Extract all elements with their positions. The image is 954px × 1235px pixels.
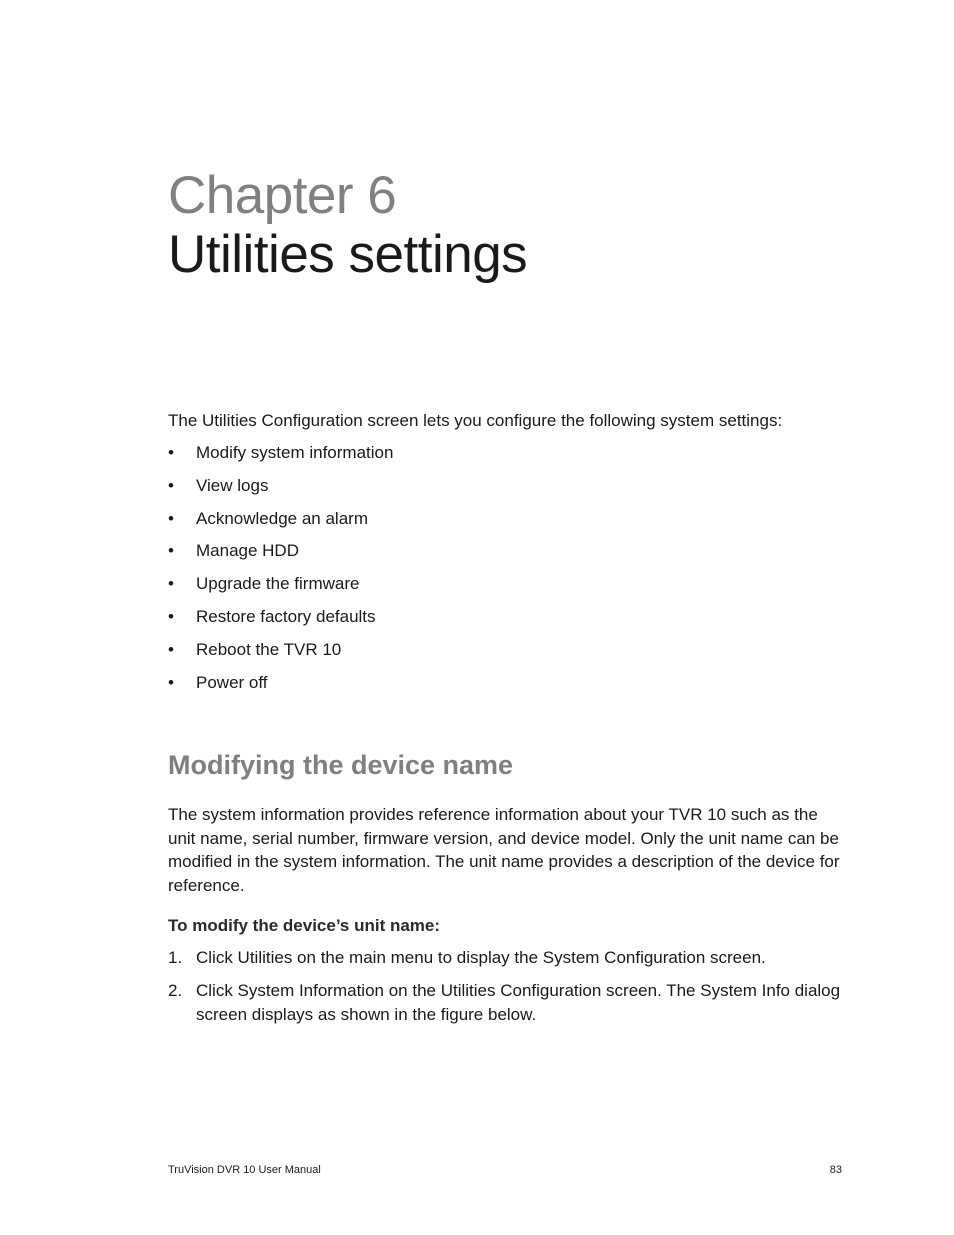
step-number: 1.: [168, 948, 183, 967]
list-item: [168, 572, 393, 605]
step-text: Click System Information on the Utilities Configuration screen. The System Info dialog screen displays as shown in the figure below.: [196, 981, 841, 1024]
bullet-icon: •: [168, 574, 174, 594]
procedure-steps: [168, 946, 848, 1036]
list-item: [168, 539, 393, 572]
footer-manual-title: TruVision DVR 10 User Manual: [168, 1164, 321, 1176]
list-item: [168, 474, 393, 507]
list-item-label: Power off: [196, 672, 268, 692]
chapter-number: Chapter 6: [168, 166, 397, 225]
section-heading: Modifying the device name: [168, 750, 514, 780]
intro-paragraph: The Utilities Configuration screen lets you configure the following system settings:: [168, 411, 783, 430]
bullet-icon: •: [168, 508, 174, 528]
section-paragraph: The system information provides reference information about your TVR 10 such as the unit name, serial number, firmware version, and device model. Only the unit name can be modified in the system information. The unit name provides a description of the device for reference.: [168, 805, 840, 895]
list-item-label: View logs: [196, 475, 269, 495]
bullet-icon: •: [168, 443, 174, 462]
step-item: [168, 979, 848, 1026]
list-item: [168, 507, 393, 540]
list-item: [168, 638, 393, 671]
list-item-label: Restore factory defaults: [196, 606, 376, 626]
chapter-title: Utilities settings: [168, 225, 528, 284]
bullet-icon: •: [168, 639, 174, 659]
procedure-heading: To modify the device’s unit name:: [168, 916, 441, 935]
bullet-icon: •: [168, 672, 174, 692]
list-item-label: Modify system information: [196, 443, 394, 462]
step-text: Click Utilities on the main menu to display the System Configuration screen.: [196, 948, 766, 967]
list-item: [168, 441, 393, 474]
bullet-icon: •: [168, 541, 174, 561]
bullet-icon: •: [168, 606, 174, 626]
list-item-label: Upgrade the firmware: [196, 574, 360, 594]
list-item: [168, 605, 393, 638]
step-number: 2.: [168, 981, 183, 1000]
list-item-label: Manage HDD: [196, 541, 299, 561]
list-item: [168, 671, 393, 704]
settings-bullet-list: [168, 441, 393, 703]
bullet-icon: •: [168, 475, 174, 495]
step-item: [168, 946, 848, 970]
footer-page-number: 83: [829, 1164, 842, 1176]
list-item-label: Reboot the TVR 10: [196, 639, 342, 659]
list-item-label: Acknowledge an alarm: [196, 508, 368, 528]
